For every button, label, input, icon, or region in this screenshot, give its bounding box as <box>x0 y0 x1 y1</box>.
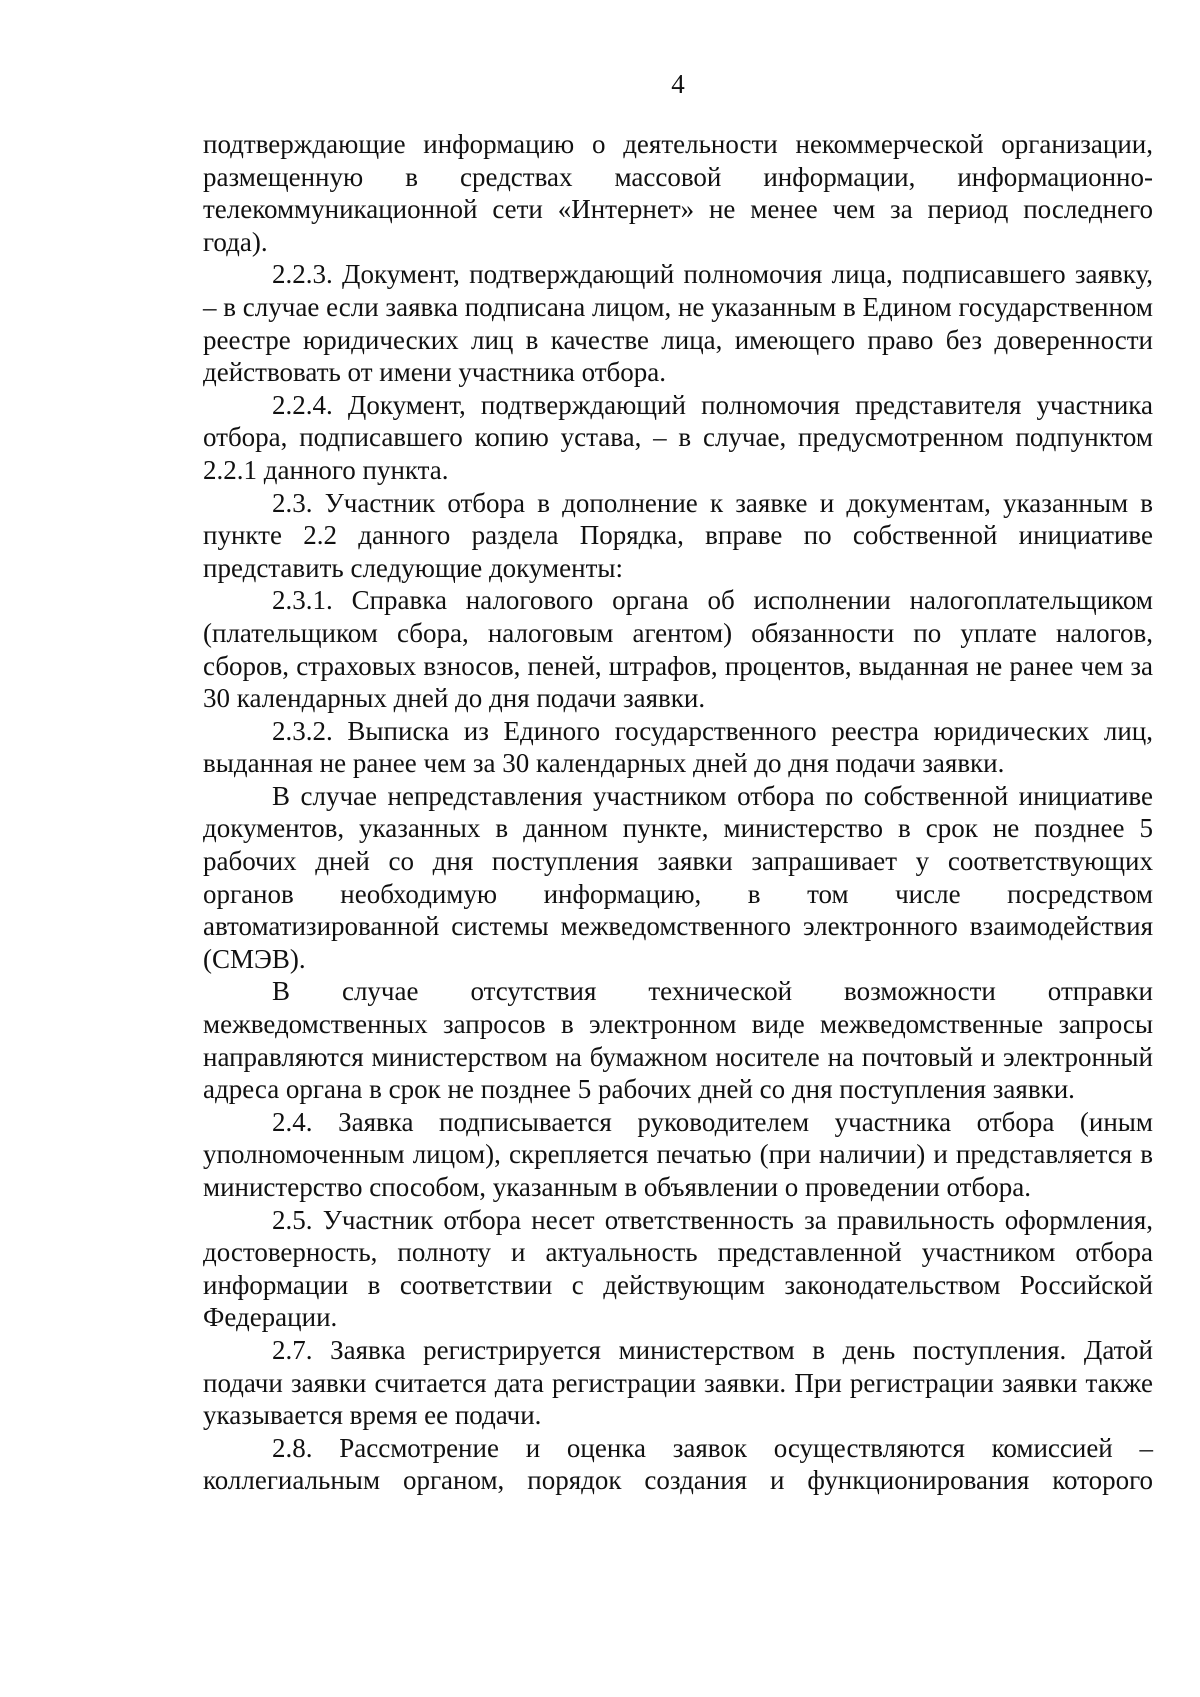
paragraph-2-3: 2.3. Участник отбора в дополнение к заявке и документам, указанным в пункте 2.2 данного раздела Порядка, вправе по собственной инициативе представить следующие документы: <box>203 487 1153 583</box>
paragraph-2-5: 2.5. Участник отбора несет ответственность за правильность оформления, достоверность, полноту и актуальность представленной участником отбора информации в соответствии с действующим законодательством Российской Федерации. <box>203 1204 1153 1333</box>
paragraph-no-technical-capability: В случае отсутствия технической возможности отправки межведомственных запросов в электронном виде межведомственные запросы направляются министерством на бумажном носителе на почтовый и электронный адреса органа в срок не позднее 5 рабочих дней со дня поступления заявки. <box>203 976 1153 1105</box>
document-body <box>203 128 1153 1497</box>
paragraph-2-3-2: 2.3.2. Выписка из Единого государственного реестра юридических лиц, выданная не ранее чем за 30 календарных дней до дня подачи заявки. <box>203 715 1153 779</box>
paragraph-2-4: 2.4. Заявка подписывается руководителем участника отбора (иным уполномоченным лицом), скрепляется печатью (при наличии) и представляется в министерство способом, указанным в объявлении о проведении отбора. <box>203 1106 1153 1202</box>
paragraph-non-submission: В случае непредставления участником отбора по собственной инициативе документов, указанных в данном пункте, министерство в срок не позднее 5 рабочих дней со дня поступления заявки запрашивает у соответствующих органов необходимую информацию, в том числе посредством автоматизированной системы межведомственного электронного взаимодействия (СМЭВ). <box>203 780 1153 974</box>
paragraph-2-3-1: 2.3.1. Справка налогового органа об исполнении налогоплательщиком (плательщиком сбора, налоговым агентом) обязанности по уплате налогов, сборов, страховых взносов, пеней, штрафов, процентов, выданная не ранее чем за 30 календарных дней до дня подачи заявки. <box>203 585 1153 714</box>
paragraph-2-2-4: 2.2.4. Документ, подтверждающий полномочия представителя участника отбора, подписавшего копию устава, – в случае, предусмотренном подпунктом 2.2.1 данного пункта. <box>203 389 1153 485</box>
paragraph-2-7: 2.7. Заявка регистрируется министерством в день поступления. Датой подачи заявки считается дата регистрации заявки. При регистрации заявки также указывается время ее подачи. <box>203 1334 1153 1431</box>
paragraph-2-2-3: 2.2.3. Документ, подтверждающий полномочия лица, подписавшего заявку, – в случае если заявка подписана лицом, не указанным в Едином государственном реестре юридических лиц в качестве лица, имеющего право без доверенности действовать от имени участника отбора. <box>203 259 1153 388</box>
paragraph-continuation: подтверждающие информацию о деятельности некоммерческой организации, размещенную в средствах массовой информации, информационно-телекоммуникационной сети «Интернет» не менее чем за период последнего года). <box>203 129 1153 257</box>
paragraph-2-8: 2.8. Рассмотрение и оценка заявок осуществляются комиссией – коллегиальным органом, порядок создания и функционирования которого <box>203 1432 1153 1496</box>
page-number: 4 <box>671 69 685 99</box>
